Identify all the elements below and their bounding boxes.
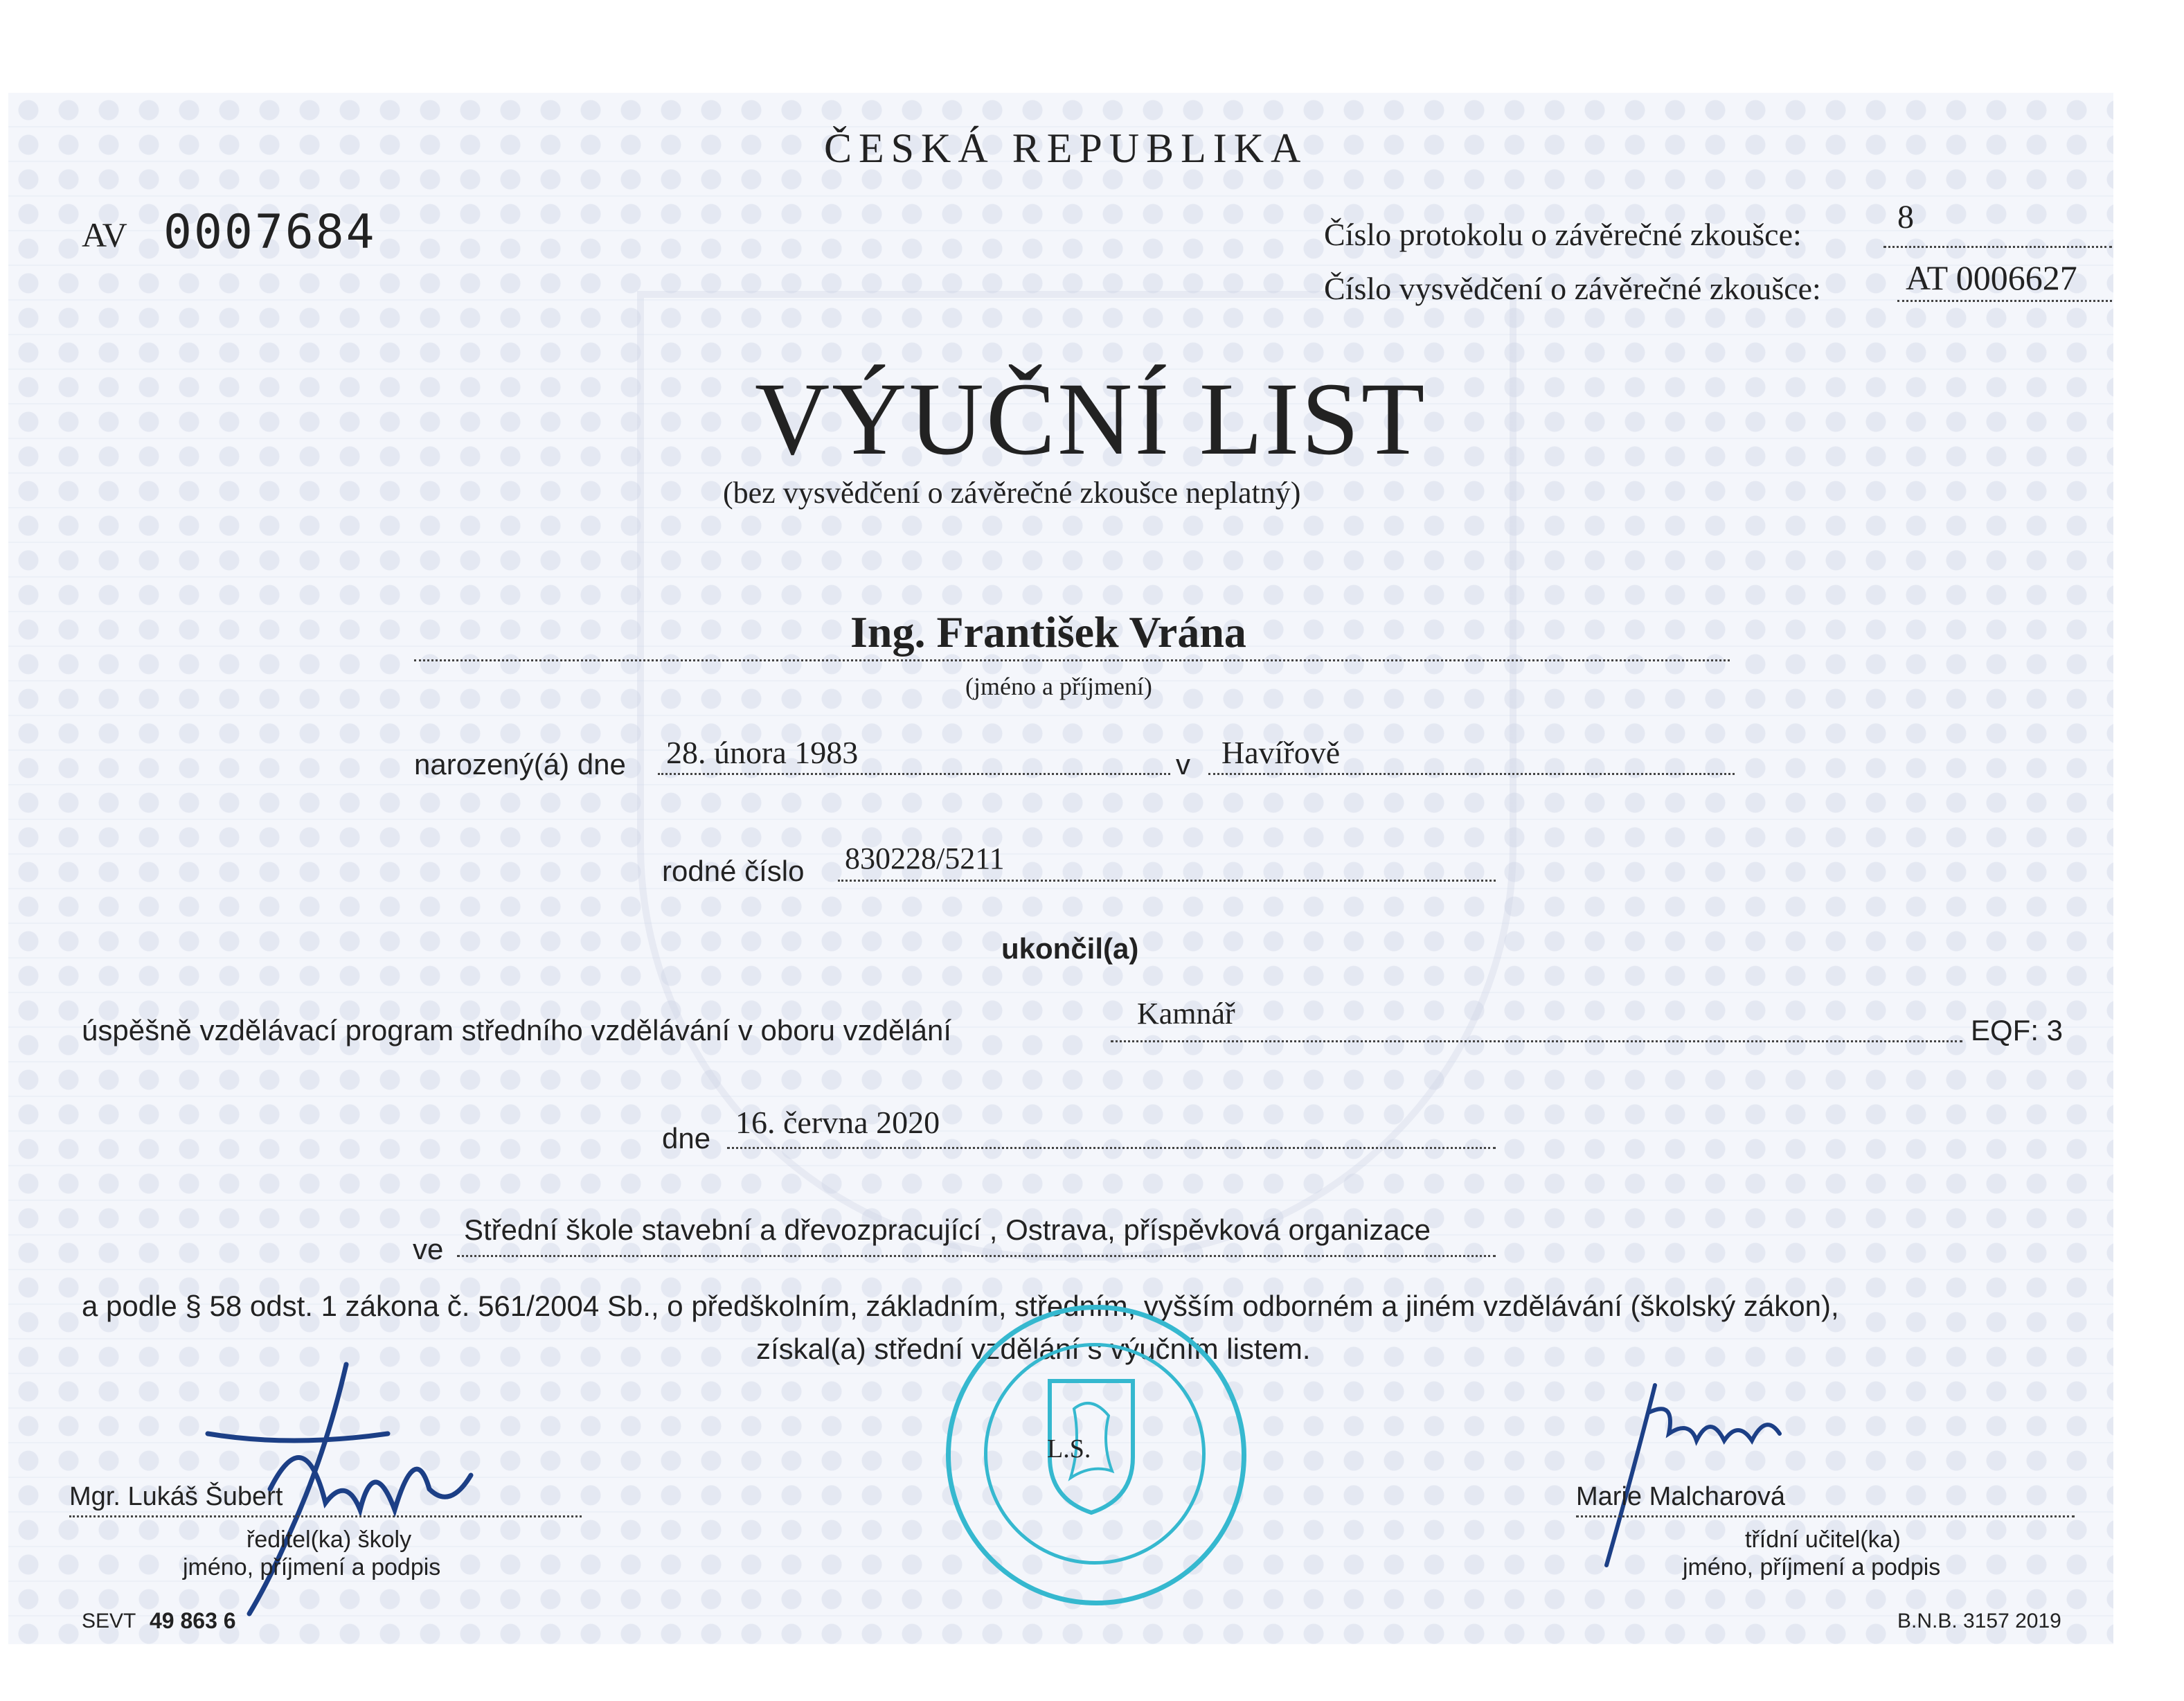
birth-date: 28. února 1983 [666,735,859,770]
document-subtitle: (bez vysvědčení o závěrečné zkoušce neplatný) [723,476,1301,510]
director-name: Mgr. Lukáš Šubert [69,1482,283,1511]
document-number: 0007684 [163,205,377,260]
completion-heading: ukončil(a) [1001,932,1139,965]
school-name: Střední škole stavební a dřevozpracující , Ostrava, příspěvková organizace [464,1213,1431,1246]
program-text: úspěšně vzdělávací program středního vzdělávání v oboru vzdělání [82,1014,952,1047]
form-prefix: SEVT [82,1610,136,1632]
birth-place-prefix: v [1176,748,1190,781]
eqf-level: EQF: 3 [1971,1014,2064,1047]
teacher-caption: jméno, příjmení a podpis [1683,1554,1941,1580]
born-label: narozený(á) dne [414,748,626,781]
school-stamp [946,1305,1246,1605]
protocol-value: 8 [1897,199,1914,235]
birth-date-line [658,773,1170,775]
certificate-value: AT 0006627 [1906,258,2077,297]
birth-place-line [1208,773,1735,775]
form-code: 49 863 6 [150,1608,236,1633]
document-title: VÝUČNÍ LIST [755,362,1427,477]
holder-name: Ing. František Vrána [850,607,1246,657]
director-role: ředitel(ka) školy [247,1526,412,1553]
series-code: AV [82,215,127,254]
result-text: získal(a) střední vzdělání s výučním listem. [756,1333,1311,1365]
completion-date-label: dne [662,1122,711,1155]
id-number-line [838,880,1496,882]
school-prefix: ve [413,1233,444,1265]
birth-place: Havířově [1221,735,1341,770]
certificate-label: Číslo vysvědčení o závěrečné zkoušce: [1324,271,1821,306]
stamp-emblem-icon [946,1305,1237,1596]
director-line [69,1515,582,1517]
protocol-label: Číslo protokolu o závěrečné zkoušce: [1324,217,1802,252]
completion-date: 16. června 2020 [735,1105,940,1140]
print-code: B.N.B. 3157 2019 [1897,1610,2061,1632]
name-line [414,659,1730,661]
id-label: rodné číslo [662,855,805,887]
teacher-line [1576,1515,2075,1517]
teacher-name: Marie Malcharová [1576,1482,1785,1511]
seal-label: L.S. [1047,1434,1091,1463]
completion-date-line [727,1147,1496,1149]
name-caption: (jméno a příjmení) [965,673,1152,700]
protocol-value-line [1883,246,2112,248]
id-number: 830228/5211 [845,841,1005,875]
country-heading: ČESKÁ REPUBLIKA [824,125,1308,171]
school-line [457,1255,1496,1257]
field-line [1111,1040,1962,1042]
field-of-study: Kamnář [1137,997,1235,1031]
certificate-value-line [1897,300,2112,302]
teacher-role: třídní učitel(ka) [1745,1526,1901,1553]
director-caption: jméno, příjmení a podpis [183,1554,441,1580]
law-text: a podle § 58 odst. 1 zákona č. 561/2004 Sb., o předškolním, základním, středním, vyšším odborném a jiném vzdělávání (školský zákon), [82,1290,1839,1322]
